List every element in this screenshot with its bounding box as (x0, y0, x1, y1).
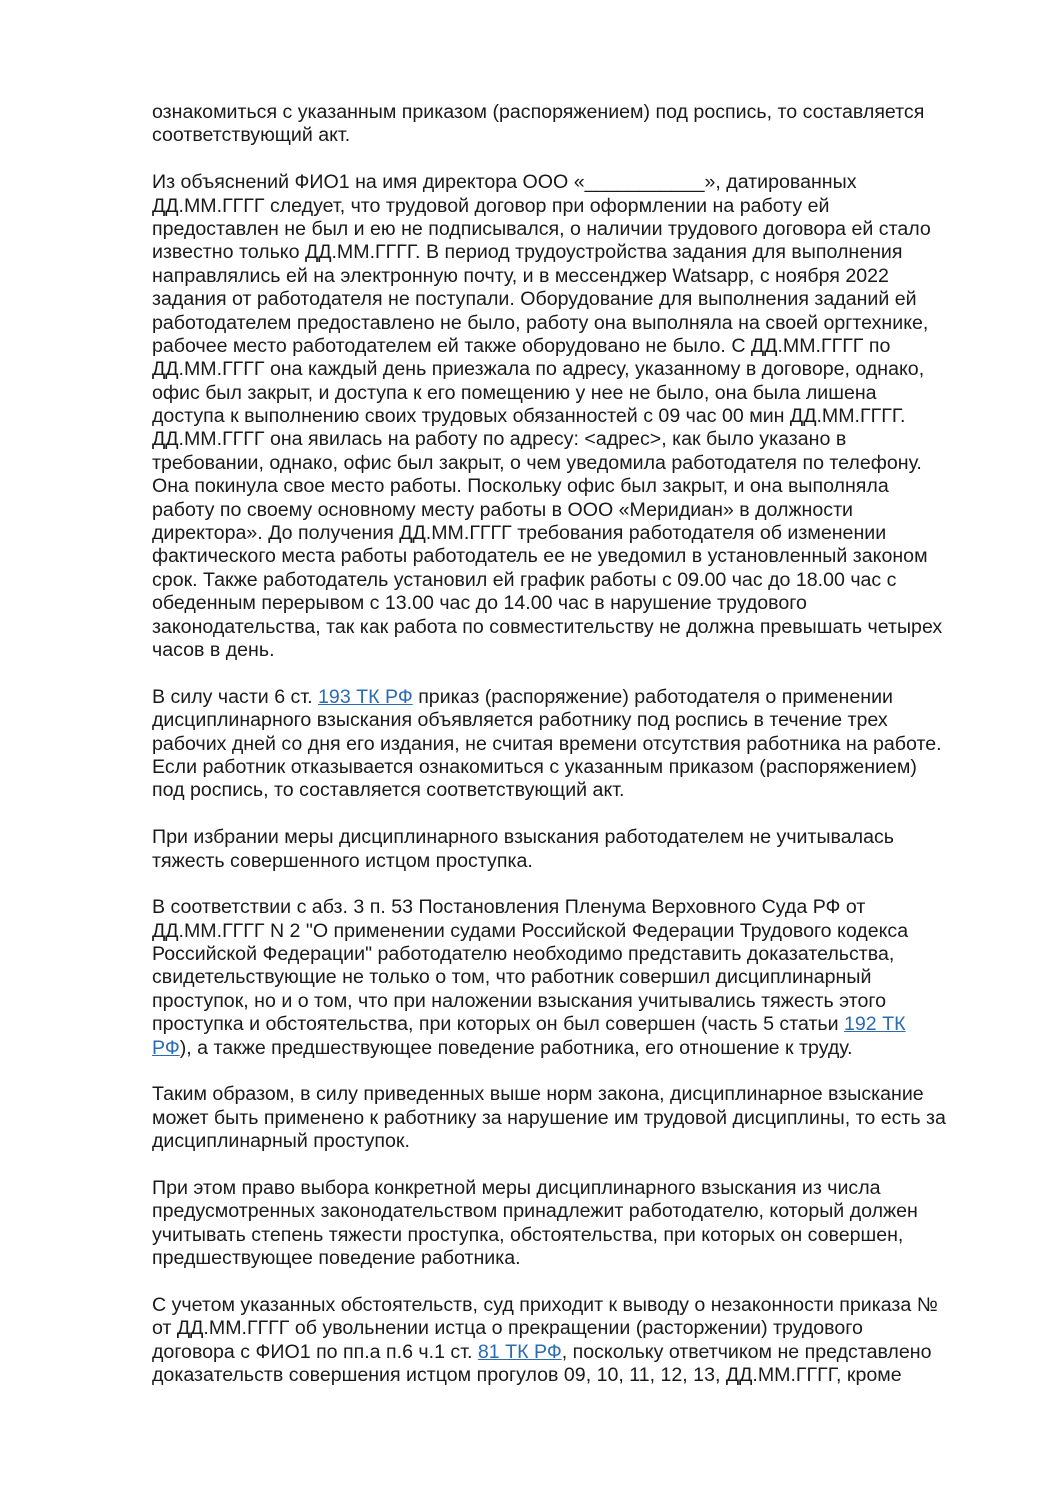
text-line: В соответствии с абз. 3 п. 53 Постановления Пленума Верховного Суда РФ от (152, 896, 866, 919)
paragraph-3 (152, 686, 997, 803)
text-line: направлялись ей на электронную почту, и в мессенджер Watsapp, с ноября 2022 (152, 264, 889, 287)
text-line: свидетельствующие не только о том, что работник совершил дисциплинарный (152, 966, 872, 989)
text-line: С учетом указанных обстоятельств, суд приходит к выводу о незаконности приказа № (152, 1293, 938, 1316)
text-line: Она покинула свое место работы. Поскольку офис был закрыт, и она выполняла (152, 475, 889, 498)
text-line: При этом право выбора конкретной меры дисциплинарного взыскания из числа (152, 1176, 881, 1199)
text-line: рабочих дней со дня его издания, не считая времени отсутствия работника на работе. (152, 732, 942, 755)
text-line: рабочее место работодателем ей также оборудовано не было. С ДД.ММ.ГГГГ по (152, 334, 891, 357)
law-link-192-cont[interactable]: РФ (152, 1036, 180, 1059)
paragraph-8 (152, 1294, 997, 1388)
text-fragment: ), а также предшествующее поведение работника, его отношение к труду. (179, 1036, 853, 1059)
text-line: ДД.ММ.ГГГГ N 2 "О применении судами Российской Федерации Трудового кодекса (152, 919, 909, 942)
text-fragment: договора с ФИО1 по пп.а п.6 ч.1 ст. (152, 1340, 478, 1363)
paragraph-2 (152, 171, 997, 662)
text-line: требовании, однако, офис был закрыт, о чем уведомила работодателя по телефону. (152, 451, 922, 474)
paragraph-6 (152, 1083, 997, 1153)
text-line: ДД.ММ.ГГГГ она каждый день приезжала по адресу, указанному в договоре, однако, (152, 358, 925, 381)
text-line: предоставлен не был и ею не подписывался, о наличии трудового договора ей стало (152, 217, 931, 240)
text-line (152, 686, 997, 709)
text-line: доказательств совершения истцом прогулов 09, 10, 11, 12, 13, ДД.ММ.ГГГГ, кроме (152, 1364, 902, 1387)
paragraph-7 (152, 1177, 997, 1271)
law-link-193[interactable]: 193 ТК РФ (318, 685, 413, 708)
text-line: от ДД.ММ.ГГГГ об увольнении истца о прекращении (расторжении) трудового (152, 1317, 863, 1340)
text-line: соответствующий акт. (152, 124, 351, 147)
text-line: задания от работодателя не поступали. Оборудование для выполнения заданий ей (152, 288, 917, 311)
text-line: законодательства, так как работа по совместительству не должна превышать четырех (152, 615, 943, 638)
text-line: может быть применено к работнику за нарушение им трудовой дисциплины, то есть за (152, 1106, 946, 1129)
text-line: доступа к выполнению своих трудовых обязанностей с 09 час 00 мин ДД.ММ.ГГГГ. (152, 405, 906, 428)
text-line: предшествующее поведение работника. (152, 1247, 521, 1270)
text-line: тяжесть совершенного истцом проступка. (152, 849, 533, 872)
text-fragment: проступка и обстоятельства, при которых он был совершен (часть 5 статьи (152, 1013, 845, 1036)
text-line: предусмотренных законодательством принадлежит работодателю, который должен (152, 1200, 918, 1223)
text-line: дисциплинарного взыскания объявляется работнику под роспись в течение трех (152, 709, 888, 732)
paragraph-1 (152, 101, 997, 148)
text-line: фактического места работы работодатель ее не уведомил в установленный законом (152, 545, 928, 568)
text-line: проступок, но и о том, что при наложении взыскания учитывались тяжесть этого (152, 989, 886, 1012)
text-line (152, 1037, 997, 1060)
text-fragment: В силу части 6 ст. (152, 685, 319, 708)
text-line: ДД.ММ.ГГГГ следует, что трудовой договор при оформлении на работу ей (152, 194, 830, 217)
text-fragment: , поскольку ответчиком не представлено (561, 1340, 932, 1363)
paragraph-4 (152, 826, 997, 873)
text-line: директора». До получения ДД.ММ.ГГГГ требования работодателя об изменении (152, 522, 887, 545)
text-line: При избрании меры дисциплинарного взыскания работодателем не учитывалась (152, 826, 894, 849)
text-line: Российской Федерации" работодателю необходимо представить доказательства, (152, 943, 895, 966)
text-line: обеденным перерывом с 13.00 час до 14.00 час в нарушение трудового (152, 592, 807, 615)
text-line: ознакомиться с указанным приказом (распоряжением) под роспись, то составляется (152, 101, 925, 123)
text-line: работодателем предоставлено не было, работу она выполняла на своей оргтехнике, (152, 311, 929, 334)
text-line (152, 1013, 997, 1036)
text-line: Если работник отказывается ознакомиться с указанным приказом (распоряжением) (152, 755, 917, 778)
text-line: учитывать степень тяжести проступка, обстоятельства, при которых он совершен, (152, 1223, 904, 1246)
text-line: известно только ДД.ММ.ГГГГ. В период трудоустройства задания для выполнения (152, 241, 903, 264)
text-line: Таким образом, в силу приведенных выше норм закона, дисциплинарное взыскание (152, 1083, 924, 1106)
text-line: часов в день. (152, 638, 275, 661)
paragraph-5 (152, 896, 997, 1060)
text-line: Из объяснений ФИО1 на имя директора ООО «___________», датированных (152, 171, 857, 194)
text-line: офис был закрыт, и доступа к его помещению у нее не было, она была лишена (152, 381, 877, 404)
document-page (152, 101, 997, 1411)
law-link-192[interactable]: 192 ТК (844, 1013, 906, 1036)
law-link-81[interactable]: 81 ТК РФ (477, 1340, 562, 1363)
text-line (152, 1341, 997, 1364)
text-fragment: приказ (распоряжение) работодателя о применении (412, 685, 893, 708)
text-line: под роспись, то составляется соответствующий акт. (152, 779, 625, 802)
text-line: срок. Также работодатель установил ей график работы с 09.00 час до 18.00 час с (152, 568, 897, 591)
text-line: ДД.ММ.ГГГГ она явилась на работу по адресу: <адрес>, как было указано в (152, 428, 847, 451)
text-line: дисциплинарный проступок. (152, 1130, 410, 1153)
text-line: работу по своему основному месту работы в ООО «Меридиан» в должности (152, 498, 853, 521)
